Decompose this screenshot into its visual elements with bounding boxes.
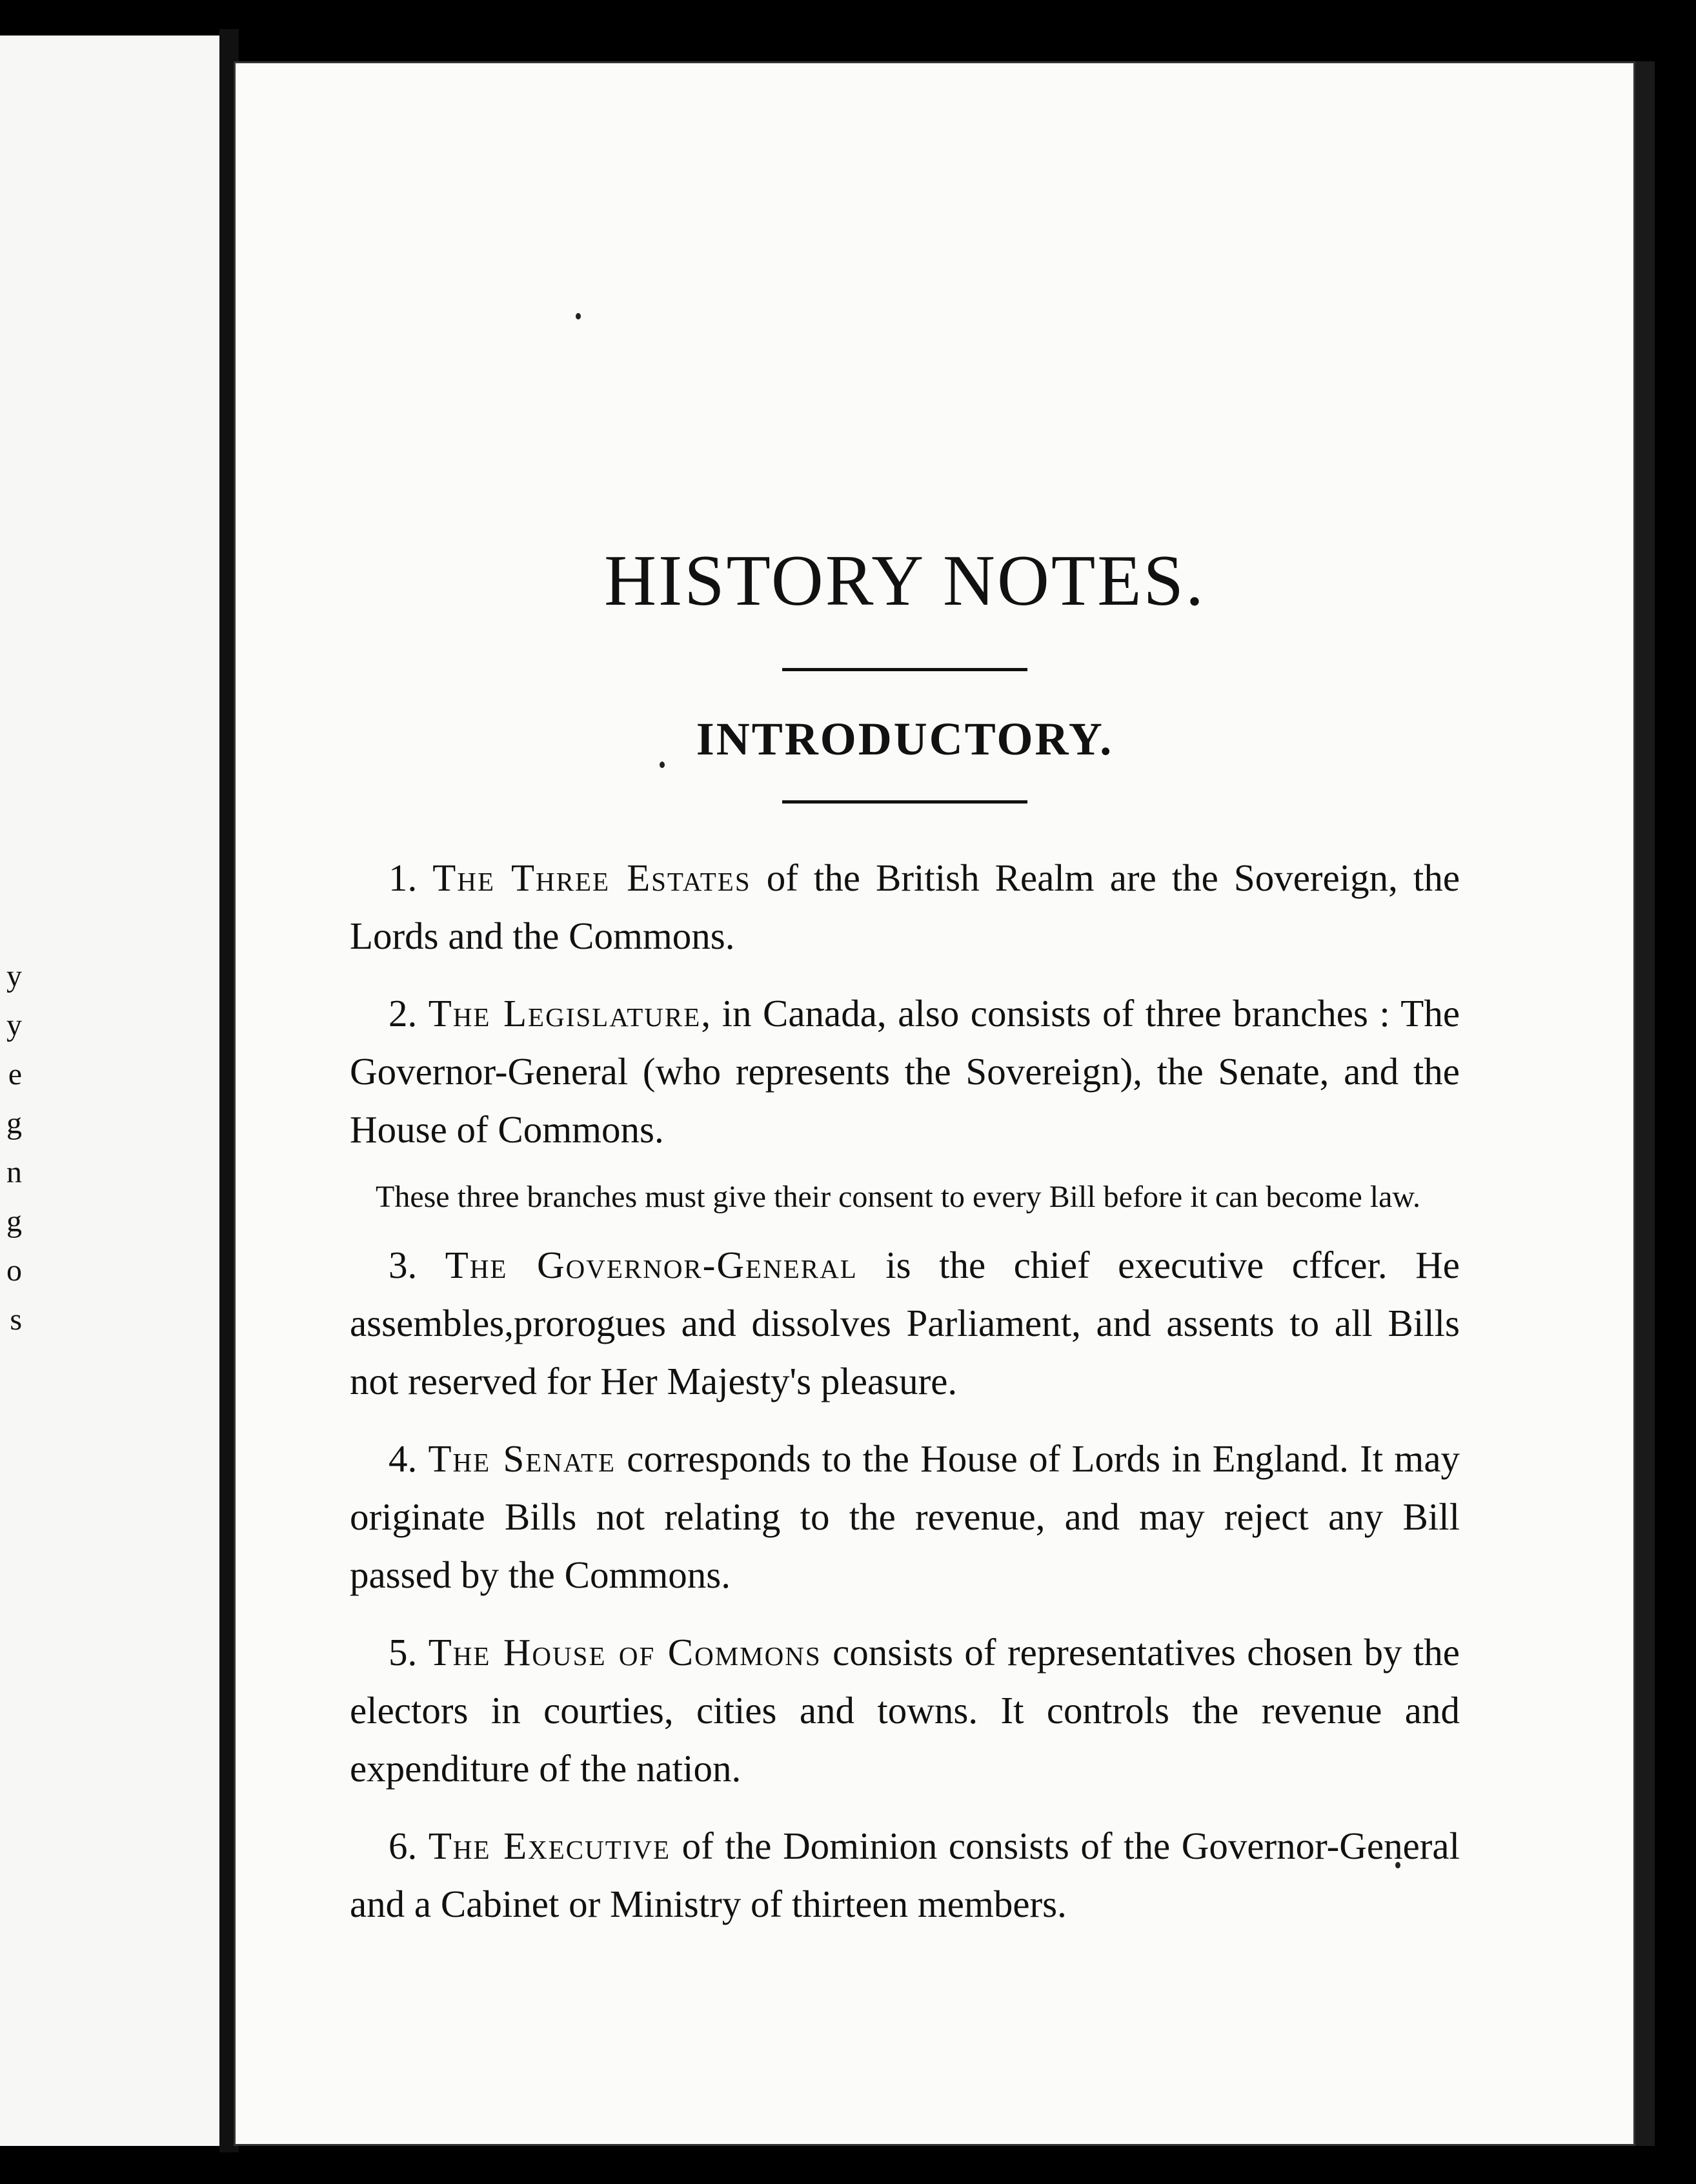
book-page (234, 61, 1635, 2146)
paragraph-3 (350, 1236, 1460, 1410)
paragraph-6 (350, 1817, 1460, 1933)
paragraph-text: consists of representatives chosen by the electors in courties, cities and towns. It controls the revenue and expenditure of the nation. (350, 1631, 1460, 1790)
paragraph-lead: The Three Estates (432, 856, 751, 899)
paragraph-text: , in Canada, also consists of three branches : The Governor-General (who represents the Sovereign), the Senate, and the House of Commons. (350, 992, 1460, 1151)
paragraph-number: 5. (389, 1631, 418, 1673)
heading-rule (782, 800, 1027, 804)
paragraph-number: 6. (389, 1825, 418, 1867)
paragraph-lead: The Executive (428, 1825, 671, 1867)
paragraph-text: of the Dominion consists of the Governor-General and a Cabinet or Ministry of thirteen members. (350, 1825, 1460, 1925)
edge-letter: y (6, 1008, 22, 1042)
ink-speck (576, 313, 581, 319)
paragraph-5 (350, 1623, 1460, 1797)
section-heading: INTRODUCTORY. (696, 713, 1114, 765)
title-rule (782, 668, 1027, 671)
page-content (350, 539, 1460, 1933)
paragraph-4 (350, 1430, 1460, 1604)
paragraph-1 (350, 849, 1460, 965)
edge-letter: n (6, 1155, 22, 1189)
edge-letter: g (6, 1204, 22, 1239)
facing-page (0, 35, 221, 2146)
paragraph-text: corresponds to the House of Lords in England. It may originate Bills not relating to the revenue, and may reject any Bill passed by the Commons. (350, 1437, 1460, 1596)
edge-letter: s (10, 1302, 22, 1337)
paragraph-2 (350, 984, 1460, 1158)
paragraph-text: of the British Realm are the Sovereign, the Lords and the Commons. (350, 856, 1460, 957)
page-edge-shadow (1635, 61, 1655, 2146)
paragraph-number: 1. (389, 856, 418, 899)
paragraph-lead: The Senate (428, 1437, 616, 1480)
paragraph-number: 3. (389, 1244, 418, 1286)
page-title: HISTORY NOTES. (604, 541, 1206, 621)
edge-letter: y (6, 959, 22, 993)
edge-letter: g (6, 1106, 22, 1140)
paragraph-number: 4. (389, 1437, 418, 1480)
paragraph-lead: The House of Commons (428, 1631, 822, 1673)
paragraph-lead: The Legislature (428, 992, 702, 1035)
edge-letter: e (8, 1057, 22, 1091)
paragraph-lead: The Governor-General (445, 1244, 858, 1286)
consent-note: These three branches must give their consent to every Bill before it can become law. (376, 1180, 1420, 1214)
paragraph-text: is the chief executive cffcer. He assembles,prorogues and dissolves Parliament, and assents to all Bills not reserved for Her Majesty's pleasure. (350, 1244, 1460, 1402)
edge-letter: o (6, 1253, 22, 1288)
facing-page-edge-text (0, 952, 22, 1344)
paragraph-number: 2. (389, 992, 418, 1035)
